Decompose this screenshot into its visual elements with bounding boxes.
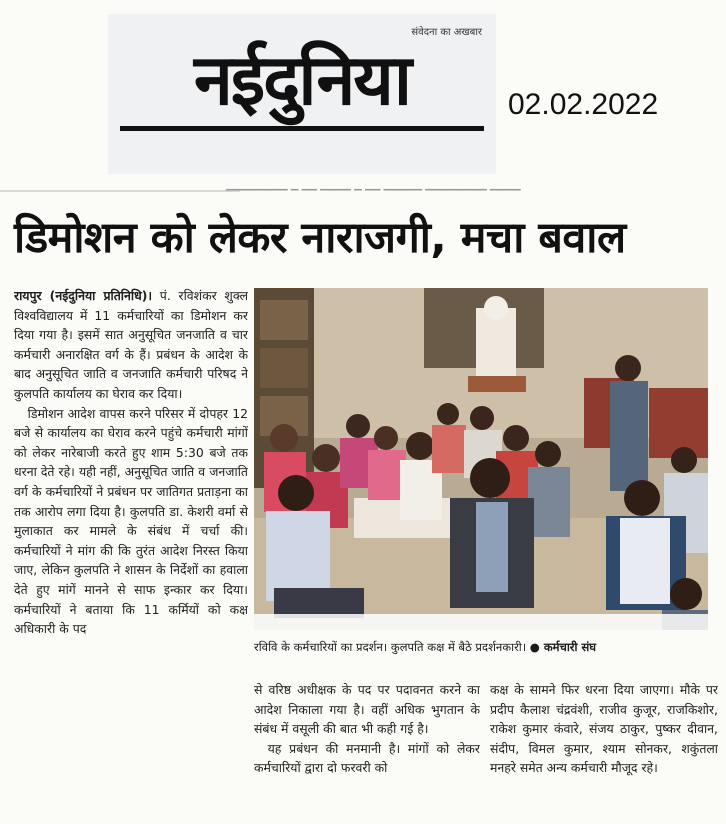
clipping-edge: ▁▁▁▁▁▁▁▁ ▁ ▁▁ ▁▁▁▁ ▁ ▁▁ ▁▁▁▁▁ ▁▁▁▁▁▁▁▁ ▁▁▁▁: [226, 180, 521, 191]
article-photo: [254, 288, 708, 630]
masthead-underline: [120, 126, 484, 131]
article-column-middle: [254, 680, 480, 820]
photo-caption-text: रविवि के कर्मचारियों का प्रदर्शन। कुलपति कक्ष में बैठे प्रदर्शनकारी।: [254, 640, 527, 654]
photo-credit: ● कर्मचारी संघ: [529, 640, 597, 654]
article-paragraph: डिमोशन आदेश वापस करने परिसर में दोपहर 12 बजे से कार्यालय का घेराव करने पहुंचे कर्मचारी मांगों को लेकर नारेबाजी करते हुए शाम 5:30 बजे तक धरना देते रहे। यही नहीं, अनुसूचित जाति व जनजाति वर्ग के कर्मचारियों ने प्रबंधन पर जातिगत प्रताड़ना का तक आरोप लगा दिया है। कुलपति डा. केशरी वर्मा से मुलाकात कर मामले के संबंध में चर्चा की। कर्मचारियों ने मांग की कि तुरंत आदेश निरस्त किया जाए, लेकिन कुलपति ने शासन के निर्देशों का हवाला देते हुए मांगें मानने से साफ इन्कार कर दिया। कर्मचारियों ने बताया कि 11 कर्मियों को कक्ष अधिकारी के पद: [14, 405, 248, 637]
article-headline: डिमोशन को लेकर नाराजगी, मचा बवाल: [14, 213, 626, 263]
divider: [0, 190, 240, 192]
masthead-tagline: संवेदना का अखबार: [411, 27, 482, 38]
article-byline: रायपुर (नईदुनिया प्रतिनिधि)।: [14, 288, 153, 303]
article-paragraph: यह प्रबंधन की मनमानी है। मांगों को लेकर कर्मचारियों द्वारा दो फरवरी को: [254, 740, 480, 776]
article-paragraph: [14, 286, 248, 404]
article-paragraph: से वरिष्ठ अधीक्षक के पद पर पदावनत करने का आदेश निकाला गया है। वहीं अधिक भुगतान के संबंध में वसूली की बात भी कही गई है।: [254, 682, 480, 737]
article-column-left: [14, 286, 248, 818]
masthead-logo: नईदुनिया: [193, 38, 411, 121]
edition-date: 02.02.2022: [508, 88, 659, 121]
article-column-right: [490, 680, 718, 820]
article-paragraph: कक्ष के सामने फिर धरना दिया जाएगा। मौके पर प्रदीप कैलाश चंद्रवंशी, राजीव कुजूर, राजकिशोर, राकेश कुमार कंवारे, संजय ठाकुर, पुष्कर दीवान, संदीप, विमल कुमार, श्याम सोनकर, शकुंतला मनहरे समेत अन्य कर्मचारी मौजूद रहे।: [490, 682, 718, 776]
photo-caption: [254, 636, 714, 658]
masthead: [108, 14, 496, 174]
article-paragraph-text: पं. रविशंकर शुक्ल विश्वविद्यालय में 11 कर्मचारियों का डिमोशन कर दिया गया है। इसमें सात अनुसूचित जनजाति व चार कर्मचारी अनारक्षित वर्ग के हैं। प्रबंधन के आदेश के बाद अनुसूचित जाति व जनजाति कर्मचारी परिषद ने कुलपति कार्यालय का घेराव कर दिया।: [14, 288, 248, 401]
